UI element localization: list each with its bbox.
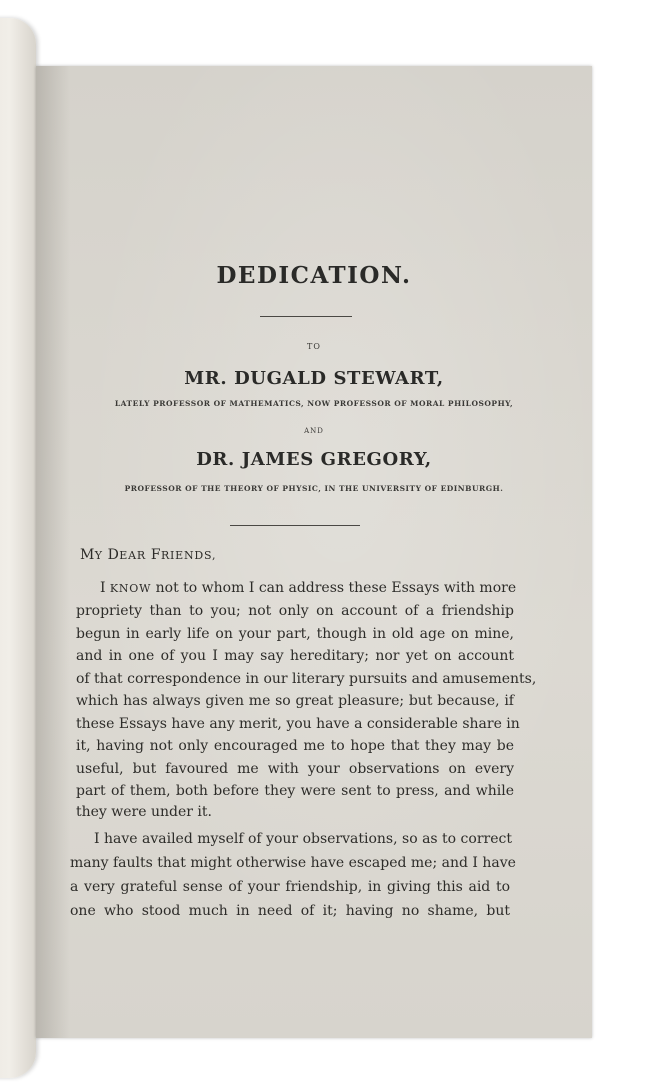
body-line: I have availed myself of your observations, so as to correct: [94, 831, 512, 847]
first-rest: not to whom I can address these Essays with more: [151, 580, 517, 596]
recipient-2-name: DR. JAMES GREGORY,: [196, 449, 432, 470]
and-label: AND: [304, 427, 324, 435]
salutation-m: M: [80, 547, 95, 563]
salutation-y: Y: [94, 549, 103, 562]
body-line: of that correspondence in our literary pursuits and amusements,: [76, 670, 537, 687]
body-line: propriety than to you; not only on account of a friendship: [76, 603, 514, 619]
to-label: TO: [307, 342, 321, 351]
first-i: I: [100, 580, 106, 596]
paragraph-1-last-line: they were under it.: [76, 804, 212, 820]
salutation-riends: RIENDS,: [160, 549, 217, 562]
body-line: which has always given me so great pleasure; but because, if: [76, 693, 514, 709]
recipient-1-description: LATELY PROFESSOR OF MATHEMATICS, NOW PROFESSOR OF MORAL PHILOSOPHY,: [114, 399, 514, 408]
body-line: many faults that might otherwise have escaped me; and I have: [70, 855, 516, 871]
body-line: begun in early life on your part, though in old age on mine,: [76, 625, 514, 642]
page-title: DEDICATION.: [216, 262, 412, 289]
salutation-d: D: [107, 547, 120, 563]
body-line: useful, but favoured me with your observations on every: [76, 760, 514, 777]
first-know: KNOW: [105, 582, 152, 595]
body-line: and in one of you I may say hereditary; nor yet on account: [76, 648, 514, 664]
body-line: a very grateful sense of your friendship, in giving this aid to: [70, 879, 510, 895]
left-facing-page: [0, 18, 36, 1078]
body-line: one who stood much in need of it; having no shame, but: [70, 903, 510, 919]
paragraph-1-first-line: [100, 580, 517, 596]
recipient-1-name: MR. DUGALD STEWART,: [184, 368, 444, 389]
body-line: it, having not only encouraged me to hope that they may be: [76, 738, 514, 754]
body-line: part of them, both before they were sent to press, and while: [76, 783, 514, 799]
salutation-ear: EAR: [119, 549, 146, 562]
body-line: these Essays have any merit, you have a considerable share in: [76, 715, 520, 732]
title-rule: [260, 316, 352, 317]
salutation-f: F: [150, 547, 161, 563]
dedication-page: [36, 66, 592, 1038]
salutation: [80, 547, 216, 563]
section-rule: [230, 525, 360, 526]
recipient-2-description: PROFESSOR OF THE THEORY OF PHYSIC, IN THE UNIVERSITY OF EDINBURGH.: [124, 484, 504, 493]
